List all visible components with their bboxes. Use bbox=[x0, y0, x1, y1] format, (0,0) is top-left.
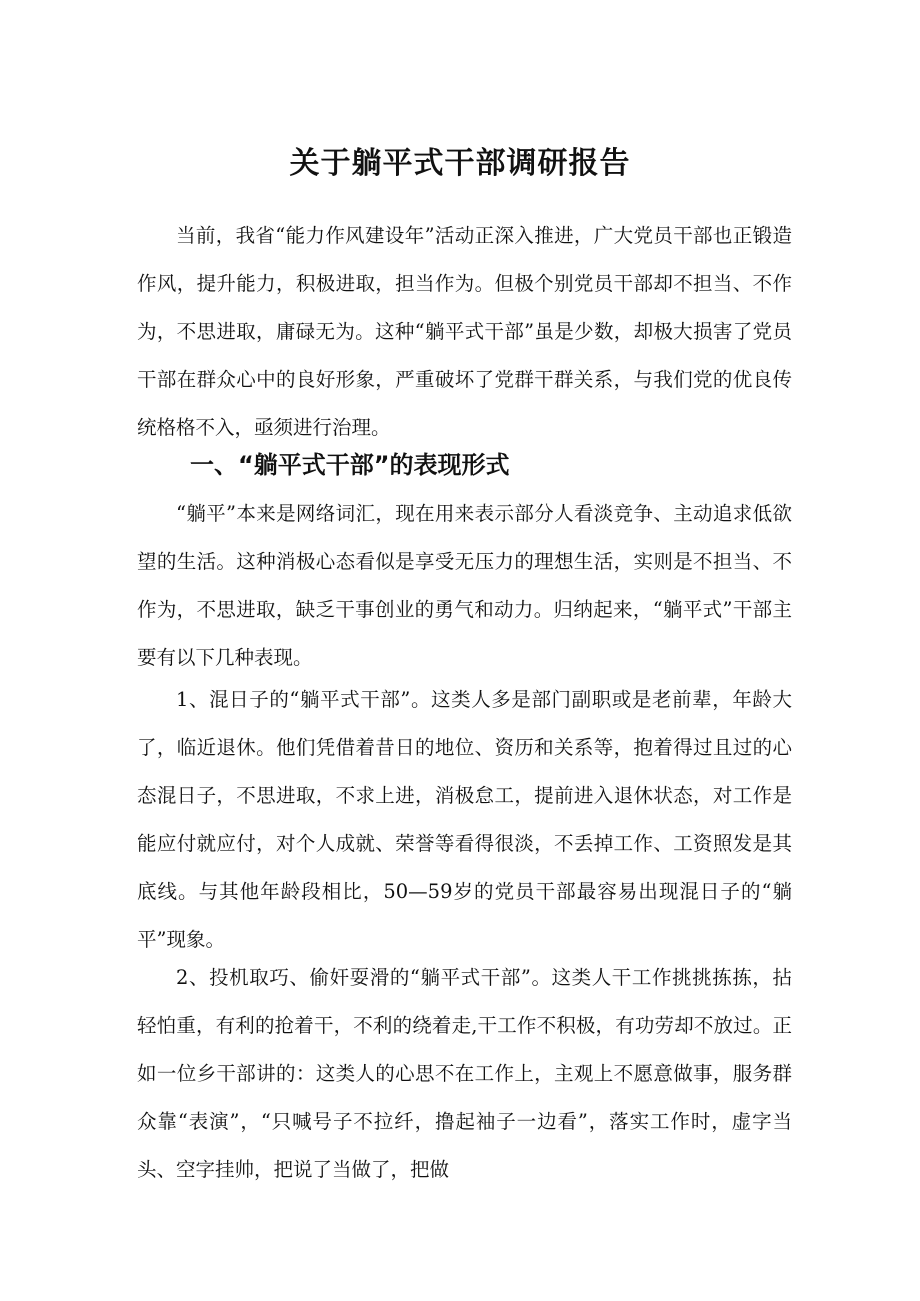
intro-paragraph: 当前，我省“能力作风建设年”活动正深入推进，广大党员干部也正锻造作风，提升能力，积极进取，担当作为。但极个别党员干部却不担当、不作为，不思进取，庸碌无为。这种“躺平式干部”虽是少数，却极大损害了党员干部在群众心中的良好形象，严重破坏了党群干群关系，与我们党的优良传统格格不入，亟须进行治理。 bbox=[137, 224, 792, 439]
document-title: 关于躺平式干部调研报告 bbox=[289, 146, 631, 181]
point-2-paragraph: 2、投机取巧、偷奸耍滑的“躺平式干部”。这类人干工作挑挑拣拣，拈轻怕重，有利的抢着干，不利的绕着走,干工作不积极，有功劳却不放过。正如一位乡干部讲的：这类人的心思不在工作上，主观上不愿意做事，服务群众靠“表演”，“只喊号子不拉纤，撸起袖子一边看”，落实工作时，虚字当头、空字挂帅，把说了当做了，把做 bbox=[137, 966, 792, 1181]
point-1-paragraph: 1、混日子的“躺平式干部”。这类人多是部门副职或是老前辈，年龄大了，临近退休。他们凭借着昔日的地位、资历和关系等，抱着得过且过的心态混日子，不思进取，不求上进，消极怠工，提前进入退休状态，对工作是能应付就应付，对个人成就、荣誉等看得很淡，不丢掉工作、工资照发是其底线。与其他年龄段相比，50—59岁的党员干部最容易出现混日子的“躺平”现象。 bbox=[137, 688, 792, 951]
section-intro-paragraph: “躺平”本来是网络词汇，现在用来表示部分人看淡竞争、主动追求低欲望的生活。这种消极心态看似是享受无压力的理想生活，实则是不担当、不作为，不思进取，缺乏干事创业的勇气和动力。归纳起来，“躺平式”干部主要有以下几种表现。 bbox=[137, 502, 792, 669]
section-heading: 一、“躺平式干部”的表现形式 bbox=[190, 451, 510, 479]
